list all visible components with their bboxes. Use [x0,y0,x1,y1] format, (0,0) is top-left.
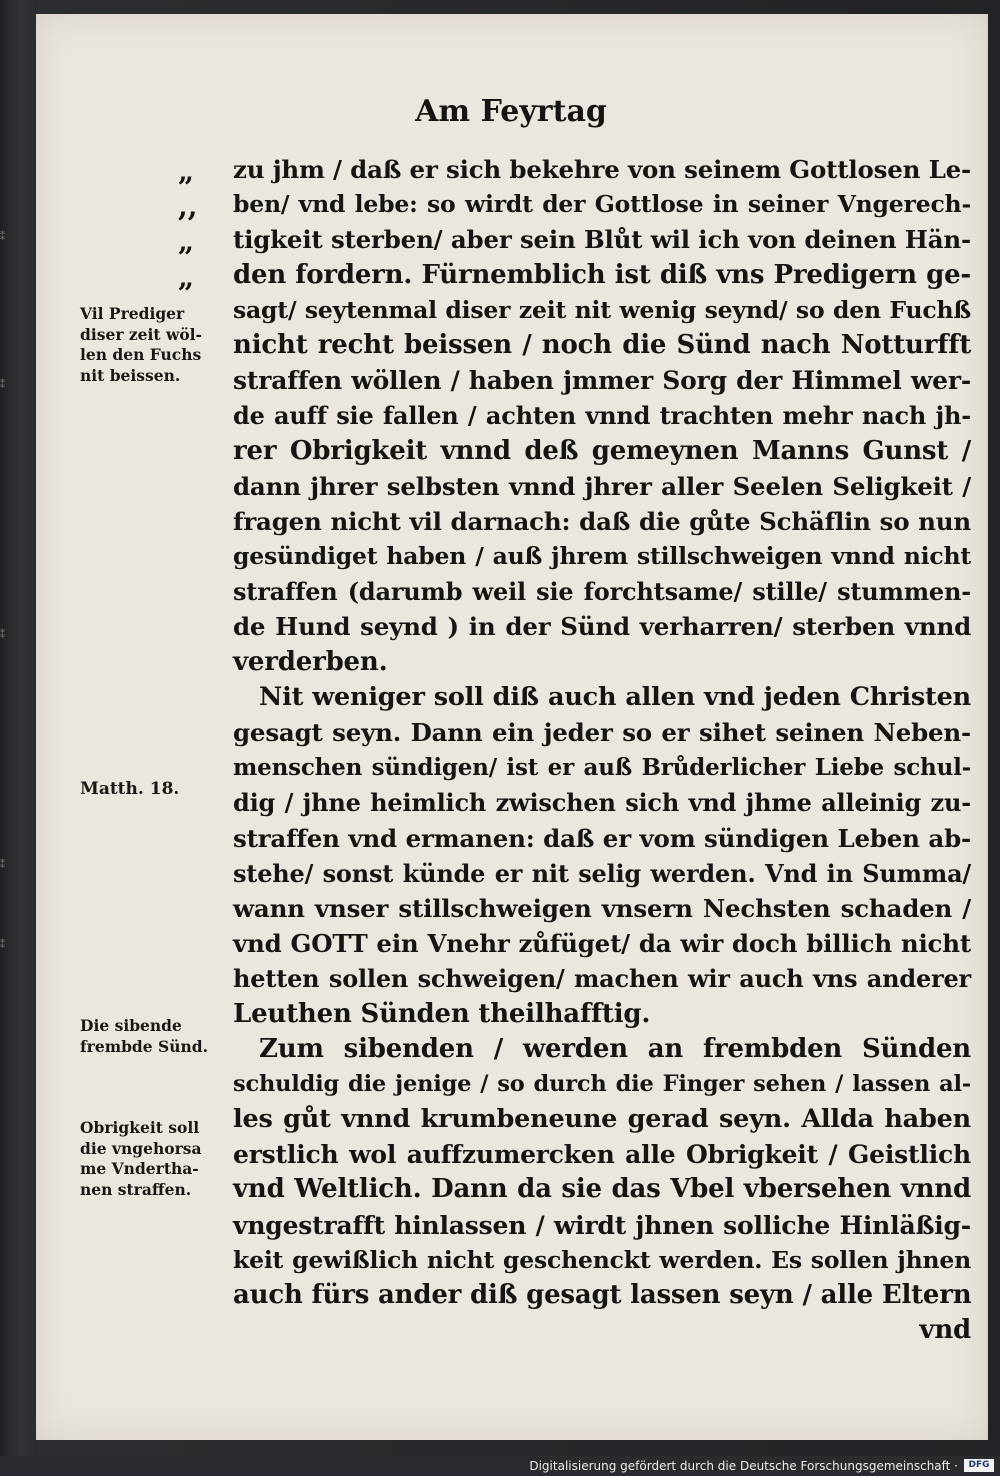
text-line: erstlich wol auffzumercken alle Obrigkeit / Geistlich [233,1140,971,1170]
margin-note-line: die vngehorsa [80,1138,202,1158]
margin-note-preachers [80,304,230,386]
digitization-footer [0,1456,1000,1476]
running-header: Am Feyrtag [415,94,607,129]
text-line: fragen nicht vil darnach: daß die gůte Schäflin so nun [233,506,971,536]
text-line: straffen wöllen / haben jmmer Sorg der Himmel wer- [233,366,971,396]
margin-note-line: nit beissen. [80,365,181,385]
book-page [36,14,986,1440]
text-line: de Hund seynd ) in der Sünd verharren/ sterben vnnd [233,612,971,642]
text-line: auch fürs ander diß gesagt lassen seyn / alle Eltern [233,1280,972,1310]
text-line: dig / jhne heimlich zwischen sich vnd jhme alleinig zu- [233,788,971,818]
text-line: gesündiget haben / auß jhrem stillschweigen vnnd nicht [233,542,971,571]
margin-note-line: me Vndertha- [80,1159,199,1178]
text-line: wann vnser stillschweigen vnsern Nechsten schaden / [233,893,971,923]
text-line: rer Obrigkeit vnnd deß gemeynen Manns Gunst / [233,435,971,466]
text-line: schuldig die jenige / so durch die Finger sehen / lassen al- [233,1070,971,1097]
margin-note-line: Vil Prediger [80,304,185,323]
margin-note-line: frembde Sünd. [80,1036,208,1056]
text-line: straffen vnd ermanen: daß er vom sündigen Leben ab- [233,823,971,853]
footer-credit: Digitalisierung gefördert durch die Deutsche Forschungsgemeinschaft · [529,1459,958,1473]
quote-mark: ,, [178,190,198,224]
catchword: vnd [919,1315,971,1346]
margin-note-matthew [80,779,230,800]
text-line: les gůt vnnd krumbeneune gerad seyn. Allda haben [233,1104,971,1135]
margin-note-authority [80,1118,230,1200]
text-line: Zum sibenden / werden an frembden Sünden [259,1033,971,1064]
text-line: stehe/ sonst künde er nit selig werden. Vnd in Summa/ [233,858,971,888]
text-line: hetten sollen schweigen/ machen wir auch vns anderer [233,964,971,994]
text-line: menschen sündigen/ ist er auß Brůderlicher Liebe schul- [233,754,971,782]
text-line: straffen (darumb weil sie forchtsame/ stille/ stummen- [233,577,971,607]
body-text [233,152,971,1348]
text-line: sagt/ seytenmal diser zeit nit wenig seynd/ so den Fuchß [233,295,971,324]
dfg-logo: DFG [964,1459,994,1472]
text-line: ben/ vnd lebe: so wirdt der Gottlose in seiner Vngerech- [233,190,971,219]
margin-note-line: len den Fuchs [80,345,202,364]
margin-note-line: Die sibende [80,1016,182,1035]
text-line: vngestrafft hinlassen / wirdt jhnen solliche Hinläßig- [233,1210,971,1240]
text-line: vnd GOTT ein Vnehr zůfüget/ da wir doch billich nicht [233,929,971,959]
margin-note-line: diser zeit wöl- [80,324,202,344]
text-line: zu jhm / daß er sich bekehre von seinem Gottlosen Le- [233,155,971,184]
text-line: de auff sie fallen / achten vnnd trachten mehr nach jh- [233,401,971,431]
text-line: den fordern. Fürnemblich ist diß vns Predigern ge- [233,259,971,290]
quotation-marks-column [178,154,218,295]
quote-mark: „ [178,225,195,259]
text-line: dann jhrer selbsten vnnd jhrer aller Seelen Seligkeit / [233,471,971,501]
text-line: keit gewißlich nicht geschenckt werden. Es sollen jhnen [233,1245,971,1274]
margin-note-line: nen straffen. [80,1179,192,1199]
margin-note-line: Obrigkeit soll [80,1118,200,1137]
text-line: gesagt seyn. Dann ein jeder so er sihet seinen Neben- [233,718,971,747]
text-line: nicht recht beissen / noch die Sünd nach Notturfft [233,329,971,360]
text-line: Nit weniger soll diß auch allen vnd jeden Christen [259,681,971,712]
text-line: tigkeit sterben/ aber sein Blůt wil ich von deinen Hän- [233,225,971,255]
margin-note-seventh-sin [80,1016,230,1057]
quote-mark: „ [178,155,195,188]
margin-note-line: Matth. 18. [80,779,180,799]
text-line: Leuthen Sünden theilhafftig. [233,998,651,1029]
quote-mark: „ [178,260,195,294]
text-line: vnd Weltlich. Dann da sie das Vbel vbersehen vnnd [233,1174,971,1205]
text-line: verderben. [233,646,388,677]
adjacent-page-edge: ⁑ ⁑ ⁑ ⁑ ⁑ [0,0,36,1456]
